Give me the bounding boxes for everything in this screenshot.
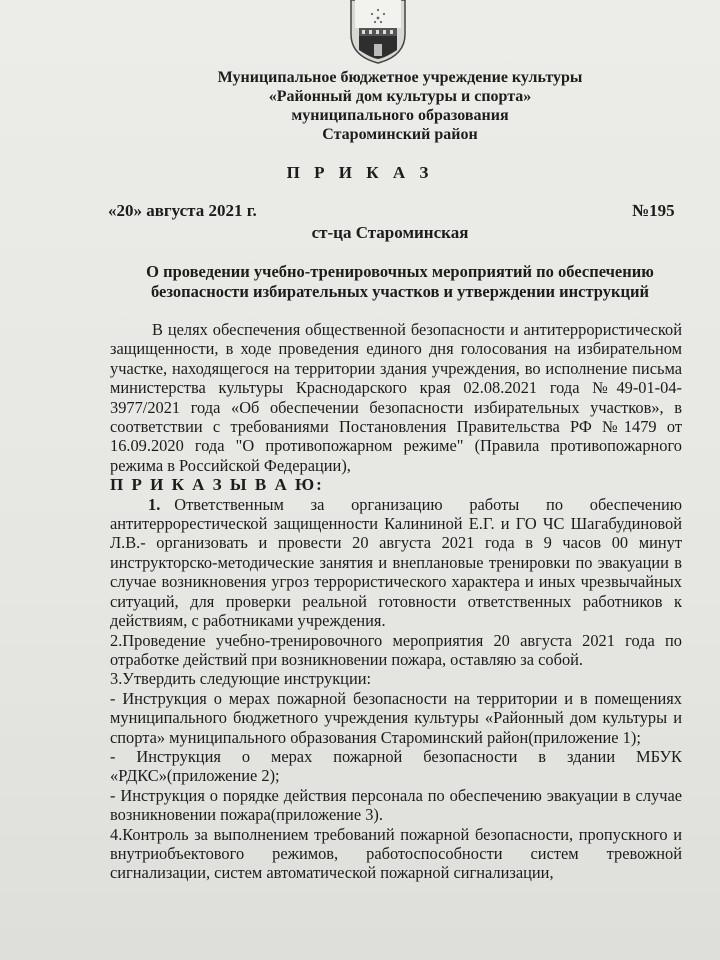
issue-place: ст-ца Староминская <box>311 223 469 242</box>
document-body <box>110 320 682 883</box>
order-date: «20» августа 2021 г. <box>108 201 257 220</box>
order-item-4: 4.Контроль за выполнением требований пожарной безопасности, пропускного и внутриобъектового режимов, работоспособности систем тревожной сигнализации, систем автоматической пожарной сигнализации, <box>110 824 682 883</box>
order-number: №195 <box>632 201 675 220</box>
instruction-1: - Инструкция о мерах пожарной безопасности на территории и в помещениях муниципального бюджетного учреждения культуры «Районный дом культуры и спорта» муниципального образования Староминский район(приложение 1); <box>110 688 682 747</box>
org-line: Муниципальное бюджетное учреждение культуры <box>217 69 583 86</box>
organization-name <box>120 68 680 144</box>
item-text: Ответственным за организацию работы по обеспечению антитеррорестической защищенности Калининой Е.Г. и ГО ЧС Шагабудиновой Л.В.- организовать и провести 20 августа 2021 года в 9 часов 00 минут инструкторско-методические занятия и внеплановые тренировки по эвакуации в случае возникновения угроз террористического характера и иных чрезвычайных ситуаций, для проверки реальной готовности ответственных работников к действиям, с работниками учреждения. <box>110 494 682 631</box>
org-line: Староминский район <box>322 126 478 143</box>
instruction-2: - Инструкция о мерах пожарной безопасности в здании МБУК «РДКС»(приложение 2); <box>110 746 682 786</box>
instruction-3: - Инструкция о порядке действия персонала по обеспечению эвакуации в случае возникновении пожара(приложение 3). <box>110 785 682 825</box>
item-number: 1. <box>148 494 161 514</box>
order-item-3: 3.Утвердить следующие инструкции: <box>110 669 372 689</box>
org-line: «Районный дом культуры и спорта» <box>268 88 532 105</box>
coat-of-arms-emblem <box>345 0 411 64</box>
document-type-title: П Р И К А З <box>286 163 434 182</box>
order-subject: О проведении учебно-тренировочных мероприятий по обеспечению безопасности избирательных участков и утверждении инструкций <box>146 262 654 301</box>
preamble-paragraph: В целях обеспечения общественной безопасности и антитеррористической защищенности, в ходе проведения единого дня голосования на избирательном участке, находящегося на территории здания учреждения, во исполнение письма министерства культуры Краснодарского края 02.08.2021 года №49-01-04-3977/2021 года «Об обеспечении безопасности избирательных участков», в соответствии с требованиями Постановления Правительства РФ №1479 от 16.09.2020 года "О противопожарном режиме" (Правила противопожарного режима в Российской Федерации), <box>110 320 682 475</box>
order-item-2: 2.Проведение учебно-тренировочного мероприятия 20 августа 2021 года по отработке действий при возникновении пожара, оставляю за собой. <box>110 630 682 669</box>
org-line: муниципального образования <box>291 107 509 124</box>
order-item-1 <box>110 495 682 631</box>
order-word: П Р И К А З Ы В А Ю: <box>110 475 324 495</box>
